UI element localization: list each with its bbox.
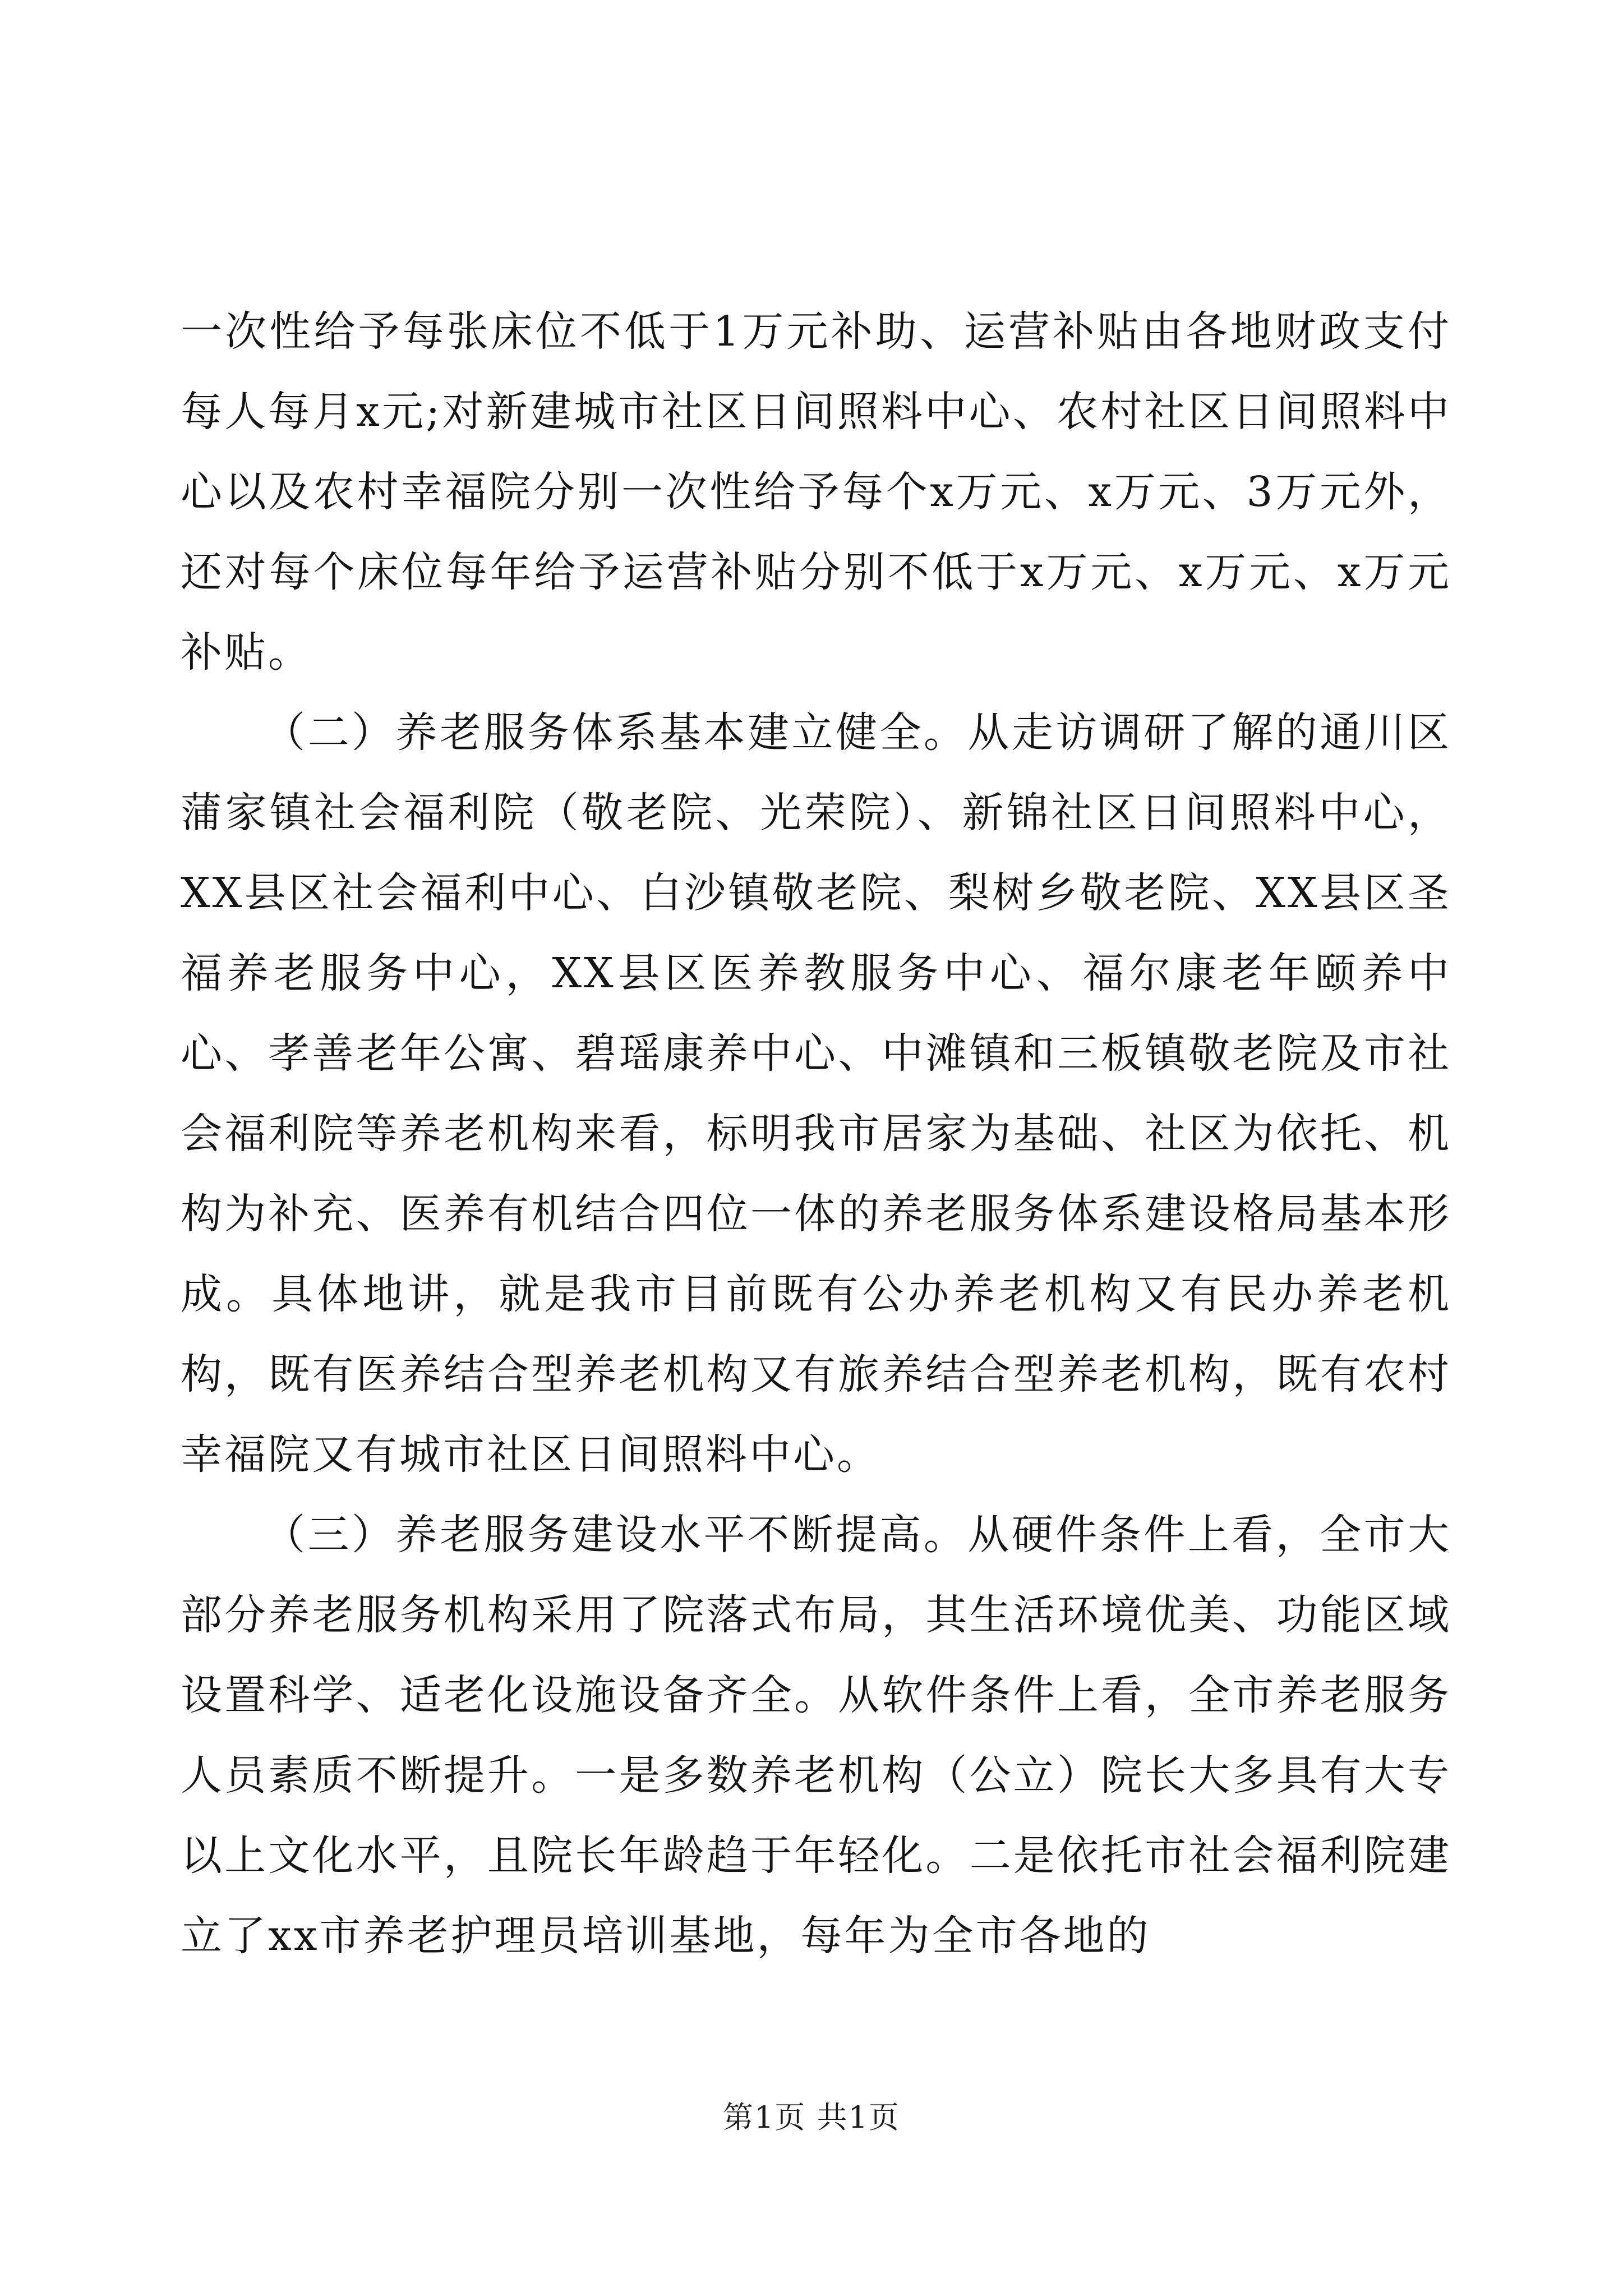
document-body: [181, 292, 1451, 1976]
page-footer: 第1页 共1页: [723, 2100, 900, 2135]
paragraph-section-2: （二）养老服务体系基本建立健全。从走访调研了解的通川区蒲家镇社会福利院（敬老院、光荣院）、新锦社区日间照料中心，XX县区社会福利中心、白沙镇敬老院、梨树乡敬老院、XX县区圣福养老服务中心，XX县区医养教服务中心、福尔康老年颐养中心、孝善老年公寓、碧瑶康养中心、中滩镇和三板镇敬老院及市社会福利院等养老机构来看，标明我市居家为基础、社区为依托、机构为补充、医养有机结合四位一体的养老服务体系建设格局基本形成。具体地讲，就是我市目前既有公办养老机构又有民办养老机构，既有医养结合型养老机构又有旅养结合型养老机构，既有农村幸福院又有城市社区日间照料中心。: [181, 708, 1451, 1479]
paragraph-continuation: 一次性给予每张床位不低于1万元补助、运营补贴由各地财政支付每人每月x元;对新建城市社区日间照料中心、农村社区日间照料中心以及农村幸福院分别一次性给予每个x万元、x万元、3万元外，还对每个床位每年给予运营补贴分别不低于x万元、x万元、x万元补贴。: [181, 307, 1451, 677]
paragraph-section-3: （三）养老服务建设水平不断提高。从硬件条件上看，全市大部分养老服务机构采用了院落式布局，其生活环境优美、功能区域设置科学、适老化设施设备齐全。从软件条件上看，全市养老服务人员素质不断提升。一是多数养老机构（公立）院长大多具有大专以上文化水平，且院长年龄趋于年轻化。二是依托市社会福利院建立了xx市养老护理员培训基地，每年为全市各地的: [181, 1511, 1451, 1960]
